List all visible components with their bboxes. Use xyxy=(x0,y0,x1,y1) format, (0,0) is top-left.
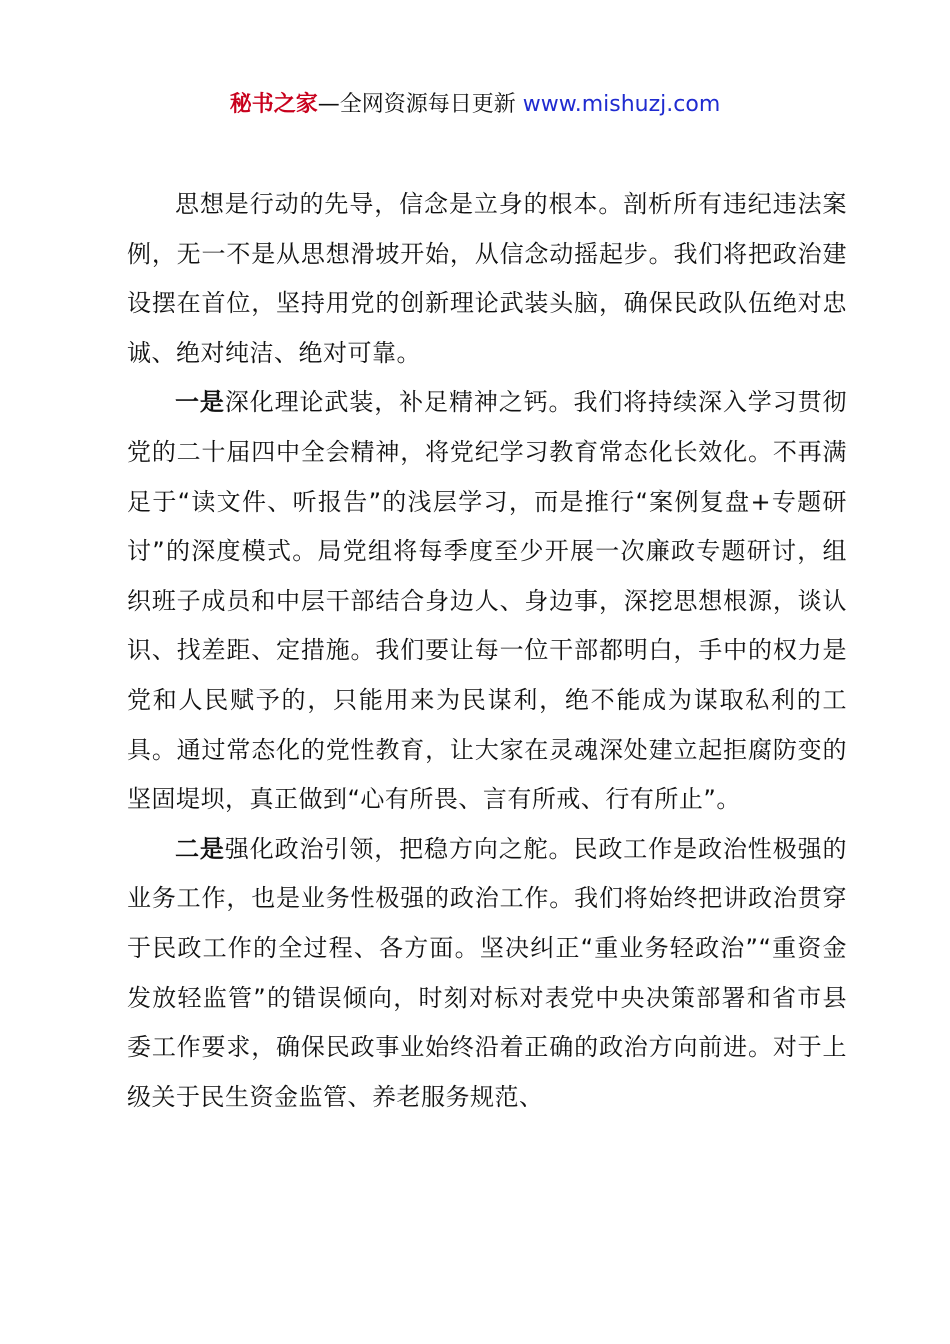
paragraph-text: 强化政治引领，把稳方向之舵。民政工作是政治性极强的业务工作，也是业务性极强的政治工作。我们将始终把讲政治贯穿于民政工作的全过程、各方面。坚决纠正“重业务轻政治”“重资金发放轻监管”的错误倾向，时刻对标对表党中央决策部署和省市县委工作要求，确保民政事业始终沿着正确的政治方向前进。对于上级关于民生资金监管、养老服务规范、 xyxy=(127,834,848,1111)
paragraph-lead: 一是 xyxy=(175,388,225,417)
paragraph-intro xyxy=(127,180,847,378)
paragraph-text: 深化理论武装，补足精神之钙。我们将持续深入学习贯彻党的二十届四中全会精神，将党纪学习教育常态化长效化。不再满足于“读文件、听报告”的浅层学习，而是推行“案例复盘+专题研讨”的深度模式。局党组将每季度至少开展一次廉政专题研讨，组织班子成员和中层干部结合身边人、身边事，深挖思想根源，谈认识、找差距、定措施。我们要让每一位干部都明白，手中的权力是党和人民赋予的，只能用来为民谋利，绝不能成为谋取私利的工具。通过常态化的党性教育，让大家在灵魂深处建立起拒腐防变的坚固堤坝，真正做到“心有所畏、言有所戒、行有所止”。 xyxy=(127,388,848,814)
paragraph-point-one xyxy=(127,378,847,824)
site-url[interactable]: www.mishuzj.com xyxy=(522,92,721,117)
paragraph-point-two xyxy=(127,825,847,1123)
paragraph-lead: 二是 xyxy=(175,834,225,863)
paragraph-text: 思想是行动的先导，信念是立身的根本。剖析所有违纪违法案例，无一不是从思想滑坡开始，从信念动摇起步。我们将把政治建设摆在首位，坚持用党的创新理论武装头脑，确保民政队伍绝对忠诚、绝对纯洁、绝对可靠。 xyxy=(127,190,847,367)
brand-name: 秘书之家 xyxy=(229,92,318,117)
header-tagline: —全网资源每日更新 xyxy=(317,92,523,117)
site-header xyxy=(0,88,950,122)
document-body xyxy=(127,180,847,1122)
